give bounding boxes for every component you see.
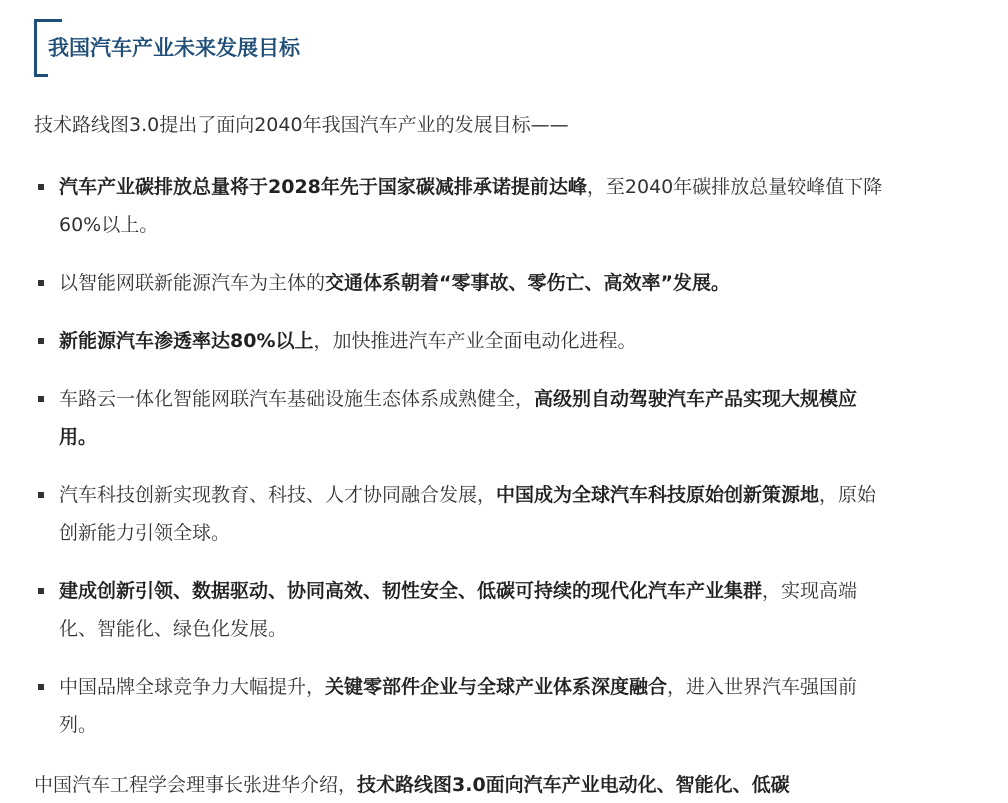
goal-6-bold: 建成创新引领、数据驱动、协同高效、韧性安全、低碳可持续的现代化汽车产业集群: [59, 580, 763, 602]
goal-item-4: [34, 380, 894, 456]
goal-item-2: [34, 264, 894, 302]
goal-7-text-a: 中国品牌全球竞争力大幅提升，: [59, 676, 326, 698]
goal-6-text: ，实现高端化、智能化、绿色化发展。: [59, 580, 858, 640]
goal-5-text-a: 汽车科技创新实现教育、科技、人才协同融合发展，: [59, 484, 497, 506]
goals-list: [34, 168, 894, 744]
goal-5-text-c: ，原始创新能力引领全球。: [59, 484, 877, 544]
goal-4-bold: 高级别自动驾驶汽车产品实现大规模应用。: [59, 388, 858, 448]
outro-paragraph: [34, 770, 894, 800]
heading-accent-bottom: [34, 74, 48, 77]
heading-accent-top: [34, 19, 62, 22]
goal-item-7: [34, 668, 894, 744]
goal-item-5: [34, 476, 894, 552]
goal-7-bold: 关键零部件企业与全球产业体系深度融合: [325, 676, 668, 698]
goal-item-6: [34, 572, 894, 648]
section-heading: [34, 19, 300, 77]
goal-1-text: ，至2040年碳排放总量较峰值下降60%以上。: [59, 176, 883, 236]
goal-5-bold: 中国成为全球汽车科技原始创新策源地: [496, 484, 820, 506]
goal-2-text: 以智能网联新能源汽车为主体的: [59, 272, 326, 294]
section-title: 我国汽车产业未来发展目标: [48, 36, 300, 60]
outro-bold: 技术路线图3.0面向汽车产业电动化、智能化、低碳: [357, 774, 790, 796]
goal-item-1: [34, 168, 894, 244]
goal-3-text: ，加快推进汽车产业全面电动化进程。: [313, 330, 637, 352]
goal-3-bold: 新能源汽车渗透率达80%以上: [59, 330, 314, 352]
outro-text: 中国汽车工程学会理事长张进华介绍，: [34, 774, 358, 796]
intro-paragraph: 技术路线图3.0提出了面向2040年我国汽车产业的发展目标——: [34, 114, 569, 136]
goal-item-3: [34, 322, 894, 360]
goal-7-text-c: ，进入世界汽车强国前列。: [59, 676, 858, 736]
heading-accent-bar: [34, 19, 37, 77]
goal-4-text: 车路云一体化智能网联汽车基础设施生态体系成熟健全，: [59, 388, 535, 410]
goal-1-bold: 汽车产业碳排放总量将于2028年先于国家碳减排承诺提前达峰: [59, 176, 587, 198]
goal-2-bold: 交通体系朝着“零事故、零伤亡、高效率”发展。: [325, 272, 730, 294]
